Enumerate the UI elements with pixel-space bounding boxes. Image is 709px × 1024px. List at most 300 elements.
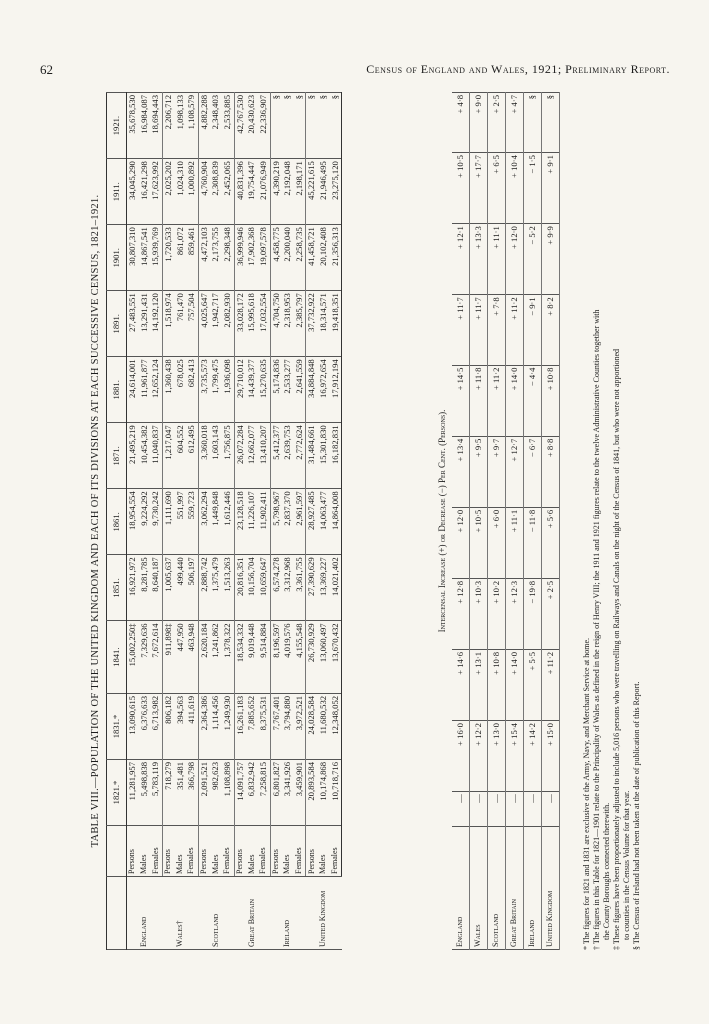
header-blank xyxy=(107,877,127,950)
division-label: Ireland xyxy=(524,827,542,950)
percent-cell: + 9·1 xyxy=(542,153,560,224)
table-cell: § xyxy=(318,93,330,159)
table-cell: 17,032,554 xyxy=(258,291,270,357)
table-cell: 499,440 xyxy=(175,555,187,621)
sex-label: Males xyxy=(210,826,222,877)
table-cell: § xyxy=(294,93,306,159)
table-cell: 2,318,953 xyxy=(282,291,294,357)
percent-row xyxy=(488,93,506,950)
table-cell: 351,481 xyxy=(175,759,187,825)
table-cell: 11,040,837 xyxy=(150,423,162,489)
percent-cell: + 17·7 xyxy=(470,153,488,224)
table-cell: 17,912,194 xyxy=(330,357,342,423)
table-cell: 21,946,495 xyxy=(318,159,330,225)
table-header-row xyxy=(107,93,127,950)
table-cell: 4,882,288 xyxy=(198,93,210,159)
sex-label: Males xyxy=(282,826,294,877)
table-cell: 1,108,898 xyxy=(222,759,234,825)
percent-cell: + 14·2 xyxy=(524,721,542,792)
percent-cell: + 13·4 xyxy=(452,436,470,507)
table-cell: 1,449,848 xyxy=(210,489,222,555)
percent-cell: + 4·8 xyxy=(452,93,470,153)
page-header xyxy=(40,62,670,82)
table-cell: 16,261,183 xyxy=(234,693,246,759)
table-cell: 2,206,712 xyxy=(162,93,174,159)
percent-cell: + 12·0 xyxy=(506,224,524,295)
footnote: * The figures for 1821 and 1831 are exclusive of the Army, Navy, and Merchant Service at home. xyxy=(582,637,591,950)
percent-cell: + 10·2 xyxy=(488,578,506,649)
percent-cell: + 6·5 xyxy=(488,153,506,224)
sex-label: Persons xyxy=(306,826,318,877)
percent-cell: + 11·8 xyxy=(470,365,488,436)
percent-cell: + 5·6 xyxy=(542,507,560,578)
table-cell: 6,574,278 xyxy=(270,555,282,621)
table-cell: 26,730,929 xyxy=(306,621,318,694)
table-cell: 7,672,614 xyxy=(150,621,162,694)
table-cell: 1,111,690 xyxy=(162,489,174,555)
table-cell: 2,452,065 xyxy=(222,159,234,225)
header-blank xyxy=(107,826,127,877)
table-cell: 15,002,250‡ xyxy=(127,621,139,694)
table-cell: 7,885,652 xyxy=(246,693,258,759)
table-row xyxy=(198,93,210,950)
table-cell: 13,060,497 xyxy=(318,621,330,694)
table-cell: 612,495 xyxy=(186,423,198,489)
percent-cell: + 7·8 xyxy=(488,295,506,365)
percent-cell: − 4·4 xyxy=(524,365,542,436)
table-cell: 2,192,048 xyxy=(282,159,294,225)
table-cell: 13,670,432 xyxy=(330,621,342,694)
percent-cell: + 10·3 xyxy=(470,578,488,649)
table-cell: 2,961,597 xyxy=(294,489,306,555)
column-header: 1861. xyxy=(107,489,127,555)
division-label: England xyxy=(452,827,470,950)
table-cell: 15,270,635 xyxy=(258,357,270,423)
table-cell: 1,378,322 xyxy=(222,621,234,694)
percent-cell: + 10·5 xyxy=(452,153,470,224)
table-cell: 7,767,401 xyxy=(270,693,282,759)
table-cell: 42,767,530 xyxy=(234,93,246,159)
table-cell: 1,114,456 xyxy=(210,693,222,759)
table-cell: 6,713,982 xyxy=(150,693,162,759)
table-cell: 21,356,313 xyxy=(330,225,342,291)
percent-cell: — xyxy=(506,792,524,827)
table-cell: 16,421,298 xyxy=(139,159,151,225)
population-table-body xyxy=(127,93,342,950)
percent-cell: + 2·5 xyxy=(488,93,506,153)
sex-label: Males xyxy=(175,826,187,877)
table-cell: 3,735,573 xyxy=(198,357,210,423)
percent-cell: + 15·0 xyxy=(542,721,560,792)
division-label: Wales xyxy=(470,827,488,950)
table-row xyxy=(294,93,306,950)
table-cell: 15,301,830 xyxy=(318,423,330,489)
table-cell: 23,128,518 xyxy=(234,489,246,555)
table-cell: 2,641,559 xyxy=(294,357,306,423)
table-row xyxy=(175,93,187,950)
table-cell: 2,082,930 xyxy=(222,291,234,357)
table-row xyxy=(186,93,198,950)
percent-cell: − 5·2 xyxy=(524,224,542,295)
table-row xyxy=(234,93,246,950)
division-label: Great Britain xyxy=(234,877,270,950)
table-row xyxy=(330,93,342,950)
table-cell: 2,348,403 xyxy=(210,93,222,159)
table-cell: 5,798,967 xyxy=(270,489,282,555)
running-title: Census of England and Wales, 1921; Preliminary Report. xyxy=(366,62,670,76)
percent-cell: + 10·8 xyxy=(542,365,560,436)
table-cell: 2,091,521 xyxy=(198,759,210,825)
percent-cell: — xyxy=(452,792,470,827)
table-row xyxy=(162,93,174,950)
table-cell: 13,369,227 xyxy=(318,555,330,621)
table-cell: 18,694,443 xyxy=(150,93,162,159)
table-cell: 757,504 xyxy=(186,291,198,357)
percent-cell: — xyxy=(524,792,542,827)
table-cell: 8,196,597 xyxy=(270,621,282,694)
sex-label: Persons xyxy=(234,826,246,877)
percent-cell: + 10·8 xyxy=(488,649,506,720)
table-cell: 2,639,753 xyxy=(282,423,294,489)
column-header: 1841. xyxy=(107,621,127,694)
percent-cell: + 14·6 xyxy=(452,649,470,720)
table-cell: 1,518,974 xyxy=(162,291,174,357)
column-header: 1921. xyxy=(107,93,127,159)
percent-cell: − 11·8 xyxy=(524,507,542,578)
footnote: § The Census of Ireland had not been taken at the date of publication of this Report. xyxy=(632,681,641,950)
percent-cell: — xyxy=(470,792,488,827)
table-cell: 2,772,624 xyxy=(294,423,306,489)
table-cell: 31,484,661 xyxy=(306,423,318,489)
table-cell: 11,226,107 xyxy=(246,489,258,555)
table-cell: 1,108,579 xyxy=(186,93,198,159)
column-header: 1911. xyxy=(107,159,127,225)
table-cell: 19,418,351 xyxy=(330,291,342,357)
table-cell: 18,314,571 xyxy=(318,291,330,357)
table-cell: 21,076,949 xyxy=(258,159,270,225)
table-cell: 4,390,219 xyxy=(270,159,282,225)
percent-cell: + 11·1 xyxy=(488,224,506,295)
sex-label: Persons xyxy=(198,826,210,877)
footnotes xyxy=(582,92,642,950)
table-cell: 4,760,904 xyxy=(198,159,210,225)
table-cell: 11,281,957 xyxy=(127,759,139,825)
table-cell: 20,430,623 xyxy=(246,93,258,159)
table-cell: 982,623 xyxy=(210,759,222,825)
sex-label: Females xyxy=(294,826,306,877)
table-cell: 10,718,716 xyxy=(330,759,342,825)
table-cell: 1,936,098 xyxy=(222,357,234,423)
table-row xyxy=(306,93,318,950)
percent-row xyxy=(452,93,470,950)
division-label: Great Britain xyxy=(506,827,524,950)
table-cell: 2,308,839 xyxy=(210,159,222,225)
table-row xyxy=(282,93,294,950)
division-label: Ireland xyxy=(270,877,306,950)
percent-cell: + 2·5 xyxy=(542,578,560,649)
table-cell: 10,174,868 xyxy=(318,759,330,825)
table-cell: 9,730,242 xyxy=(150,489,162,555)
percent-table xyxy=(452,92,560,950)
column-header: 1831.* xyxy=(107,693,127,759)
table-cell: 14,091,757 xyxy=(234,759,246,825)
table-cell: 30,807,310 xyxy=(127,225,139,291)
division-label: Scotland xyxy=(198,877,234,950)
table-row xyxy=(270,93,282,950)
footnote: the County Boroughs connected therewith. xyxy=(602,802,611,940)
table-cell: 559,723 xyxy=(186,489,198,555)
table-cell: 1,720,533 xyxy=(162,225,174,291)
table-cell: 1,024,310 xyxy=(175,159,187,225)
table-cell: 41,458,721 xyxy=(306,225,318,291)
division-label: England xyxy=(127,877,163,950)
table-cell: 2,837,370 xyxy=(282,489,294,555)
percent-cell: + 11·2 xyxy=(506,295,524,365)
percent-cell: − 9·1 xyxy=(524,295,542,365)
table-cell: 1,241,862 xyxy=(210,621,222,694)
percent-caption: Intercensal Increase (+) or Decrease (−) Per Cent. (Persons). xyxy=(437,409,447,633)
percent-cell: — xyxy=(542,792,560,827)
table-cell: 463,948 xyxy=(186,621,198,694)
population-table xyxy=(106,92,342,950)
table-title: TABLE VIII.—POPULATION OF THE UNITED KINGDOM AND EACH OF ITS DIVISIONS AT EACH SUCCESSIVE CENSUS, 1821–1921. xyxy=(90,194,101,848)
table-cell: 16,984,087 xyxy=(139,93,151,159)
percent-cell: + 12·2 xyxy=(470,721,488,792)
table-cell: 4,472,103 xyxy=(198,225,210,291)
table-cell: 11,680,532 xyxy=(318,693,330,759)
table-cell: 10,659,647 xyxy=(258,555,270,621)
percent-row xyxy=(542,93,560,950)
table-cell: 10,156,704 xyxy=(246,555,258,621)
table-cell: 15,939,769 xyxy=(150,225,162,291)
table-cell: 3,312,968 xyxy=(282,555,294,621)
percent-cell: + 11·7 xyxy=(452,295,470,365)
footnote: † The figures in this Table for 1821—1901 relate to the Principality of Wales as defined in the reign of Henry VIII; the 1911 and 1921 figures relate to the twelve Administrative Counties together with xyxy=(592,309,601,950)
table-cell: 3,361,755 xyxy=(294,555,306,621)
table-cell: 15,995,618 xyxy=(246,291,258,357)
percent-cell: — xyxy=(488,792,506,827)
table-cell: 2,258,735 xyxy=(294,225,306,291)
table-row xyxy=(246,93,258,950)
table-row xyxy=(222,93,234,950)
percent-cell: + 10·5 xyxy=(470,507,488,578)
table-cell: 3,459,901 xyxy=(294,759,306,825)
column-header: 1821.* xyxy=(107,759,127,825)
table-cell: 13,291,431 xyxy=(139,291,151,357)
table-cell: 24,028,584 xyxy=(306,693,318,759)
percent-cell: § xyxy=(542,93,560,153)
table-cell: 9,514,884 xyxy=(258,621,270,694)
table-cell: 18,954,554 xyxy=(127,489,139,555)
table-cell: 4,019,576 xyxy=(282,621,294,694)
percent-cell: + 9·7 xyxy=(488,436,506,507)
table-cell: 20,102,408 xyxy=(318,225,330,291)
percent-cell: + 14·0 xyxy=(506,365,524,436)
table-cell: 8,640,187 xyxy=(150,555,162,621)
sex-label: Females xyxy=(258,826,270,877)
division-label: United Kingdom xyxy=(306,877,342,950)
column-header: 1891. xyxy=(107,291,127,357)
percent-cell: + 12·7 xyxy=(506,436,524,507)
table-cell: 678,025 xyxy=(175,357,187,423)
table-cell: 411,619 xyxy=(186,693,198,759)
table-cell: 3,341,926 xyxy=(282,759,294,825)
percent-cell: + 11·7 xyxy=(470,295,488,365)
table-cell: 34,884,848 xyxy=(306,357,318,423)
table-cell: 8,281,785 xyxy=(139,555,151,621)
sex-label: Females xyxy=(186,826,198,877)
table-cell: 2,533,885 xyxy=(222,93,234,159)
table-cell: 4,458,775 xyxy=(270,225,282,291)
table-cell: 551,997 xyxy=(175,489,187,555)
table-cell: 3,794,880 xyxy=(282,693,294,759)
sex-label: Males xyxy=(318,826,330,877)
table-cell: 3,360,018 xyxy=(198,423,210,489)
percent-cell: + 13·1 xyxy=(470,649,488,720)
percent-cell: + 13·0 xyxy=(488,721,506,792)
percent-cell: + 6·0 xyxy=(488,507,506,578)
table-cell: 447,950 xyxy=(175,621,187,694)
table-row xyxy=(150,93,162,950)
percent-cell: + 12·1 xyxy=(452,224,470,295)
table-row xyxy=(318,93,330,950)
table-cell: 2,200,040 xyxy=(282,225,294,291)
table-cell: 16,182,831 xyxy=(330,423,342,489)
percent-cell: + 10·4 xyxy=(506,153,524,224)
table-cell: 911,898‡ xyxy=(162,621,174,694)
table-cell: 36,999,946 xyxy=(234,225,246,291)
column-header: 1881. xyxy=(107,357,127,423)
table-row xyxy=(127,93,139,950)
table-cell: 2,533,277 xyxy=(282,357,294,423)
table-cell: 35,678,530 xyxy=(127,93,139,159)
table-cell: 33,028,172 xyxy=(234,291,246,357)
table-cell: § xyxy=(330,93,342,159)
table-cell: 1,756,875 xyxy=(222,423,234,489)
table-cell: 1,005,637 xyxy=(162,555,174,621)
table-cell: 5,498,838 xyxy=(139,759,151,825)
table-cell: 5,412,377 xyxy=(270,423,282,489)
percent-cell: + 11·2 xyxy=(488,365,506,436)
table-cell: 17,623,992 xyxy=(150,159,162,225)
table-cell: 17,902,368 xyxy=(246,225,258,291)
table-cell: 23,275,120 xyxy=(330,159,342,225)
table-cell: § xyxy=(306,93,318,159)
footnote: to counties in the Census Volume for that year. xyxy=(622,790,631,940)
table-cell: 14,864,008 xyxy=(330,489,342,555)
rotated-table-block xyxy=(90,92,665,950)
table-cell: 3,062,294 xyxy=(198,489,210,555)
sex-label: Persons xyxy=(162,826,174,877)
table-cell: 859,461 xyxy=(186,225,198,291)
table-cell: 40,831,396 xyxy=(234,159,246,225)
percent-cell: + 8·8 xyxy=(542,436,560,507)
table-cell: 718,279 xyxy=(162,759,174,825)
footnote: ‡ These figures have been proportionately adjusted to include 5,016 persons who were travelling on Railways and Canals on the night of the Census of 1841, but who were not apportioned xyxy=(612,348,621,950)
table-cell: 20,893,584 xyxy=(306,759,318,825)
table-cell: 12,662,077 xyxy=(246,423,258,489)
table-cell: 3,972,521 xyxy=(294,693,306,759)
table-cell: 6,801,827 xyxy=(270,759,282,825)
table-cell: 1,360,438 xyxy=(162,357,174,423)
percent-cell: + 15·4 xyxy=(506,721,524,792)
percent-table-body xyxy=(452,93,560,950)
percent-cell: + 8·2 xyxy=(542,295,560,365)
table-cell: 506,197 xyxy=(186,555,198,621)
table-cell: 761,470 xyxy=(175,291,187,357)
table-cell: 394,563 xyxy=(175,693,187,759)
table-cell: 2,025,202 xyxy=(162,159,174,225)
table-cell: 9,019,448 xyxy=(246,621,258,694)
percent-cell: + 12·3 xyxy=(506,578,524,649)
table-cell: 2,385,797 xyxy=(294,291,306,357)
table-cell: 5,174,836 xyxy=(270,357,282,423)
table-cell: 11,902,411 xyxy=(258,489,270,555)
percent-cell: + 11·1 xyxy=(506,507,524,578)
percent-cell: + 9·0 xyxy=(470,93,488,153)
table-cell: 19,754,447 xyxy=(246,159,258,225)
percent-cell: + 13·3 xyxy=(470,224,488,295)
percent-cell: § xyxy=(524,93,542,153)
table-cell: 14,192,120 xyxy=(150,291,162,357)
table-cell: 18,534,332 xyxy=(234,621,246,694)
sex-label: Females xyxy=(222,826,234,877)
table-cell: 12,652,124 xyxy=(150,357,162,423)
sex-label: Males xyxy=(246,826,258,877)
table-cell: 28,927,485 xyxy=(306,489,318,555)
table-cell: 1,612,446 xyxy=(222,489,234,555)
table-cell: 4,155,548 xyxy=(294,621,306,694)
table-cell: 4,704,750 xyxy=(270,291,282,357)
table-cell: 27,390,629 xyxy=(306,555,318,621)
percent-cell: + 9·9 xyxy=(542,224,560,295)
table-cell: 13,410,207 xyxy=(258,423,270,489)
table-cell: 14,063,477 xyxy=(318,489,330,555)
table-cell: 11,961,877 xyxy=(139,357,151,423)
column-header: 1851. xyxy=(107,555,127,621)
table-cell: 45,221,615 xyxy=(306,159,318,225)
table-cell: 1,217,047 xyxy=(162,423,174,489)
sex-label: Persons xyxy=(270,826,282,877)
table-cell: 12,348,052 xyxy=(330,693,342,759)
table-cell: 2,298,348 xyxy=(222,225,234,291)
percent-cell: + 14·5 xyxy=(452,365,470,436)
table-cell: 7,258,815 xyxy=(258,759,270,825)
table-cell: 16,921,972 xyxy=(127,555,139,621)
percent-cell: + 11·2 xyxy=(542,649,560,720)
page-number: 62 xyxy=(40,62,53,77)
table-cell: 8,375,531 xyxy=(258,693,270,759)
percent-cell: − 6·7 xyxy=(524,436,542,507)
division-label: Scotland xyxy=(488,827,506,950)
table-cell: 14,439,377 xyxy=(246,357,258,423)
table-cell: 2,173,755 xyxy=(210,225,222,291)
table-row xyxy=(210,93,222,950)
column-header: 1871. xyxy=(107,423,127,489)
table-cell: 1,513,263 xyxy=(222,555,234,621)
table-cell: 1,249,930 xyxy=(222,693,234,759)
table-cell: 1,000,892 xyxy=(186,159,198,225)
sex-label: Females xyxy=(330,826,342,877)
table-cell: 366,798 xyxy=(186,759,198,825)
table-cell: 7,329,636 xyxy=(139,621,151,694)
table-cell: 4,025,647 xyxy=(198,291,210,357)
table-cell: § xyxy=(282,93,294,159)
sex-label: Females xyxy=(150,826,162,877)
table-cell: 14,021,402 xyxy=(330,555,342,621)
division-label: Wales† xyxy=(162,877,198,950)
table-cell: 2,198,171 xyxy=(294,159,306,225)
